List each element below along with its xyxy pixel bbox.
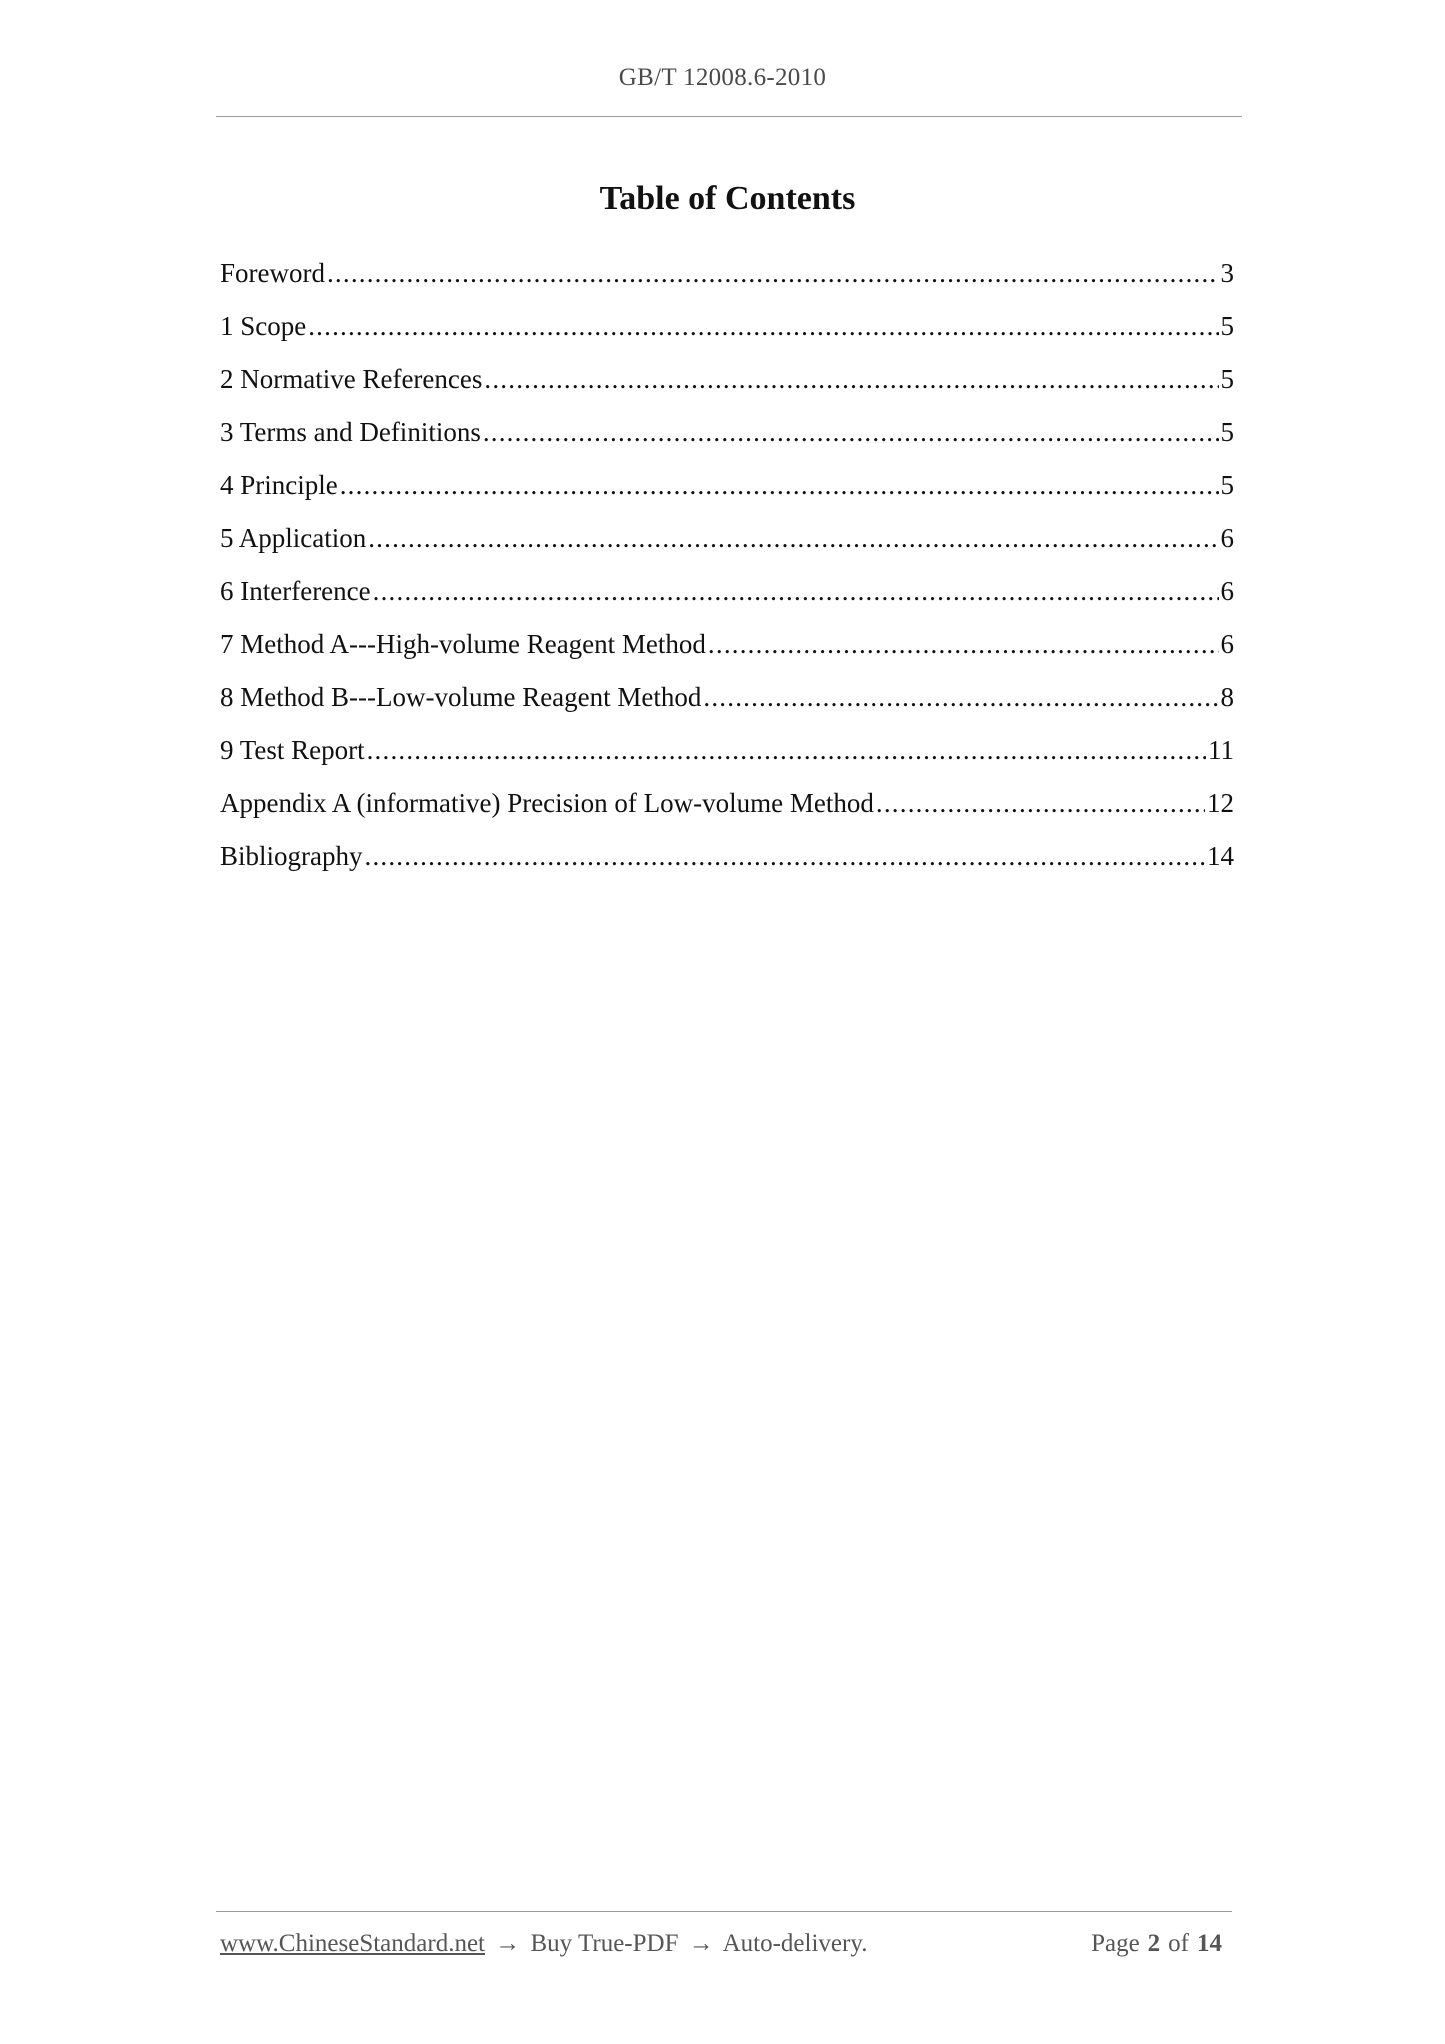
- dot-leader: [876, 777, 1205, 830]
- toc-entry-terms-and-definitions[interactable]: [220, 406, 1234, 459]
- page-number: [1091, 1930, 1230, 1958]
- page-current: 2: [1147, 1930, 1161, 1957]
- of-word: of: [1168, 1930, 1189, 1957]
- toc-entry-label: 2 Normative References: [220, 364, 483, 394]
- toc-entry-page: 3: [1220, 258, 1234, 288]
- toc-entry-page: 11: [1208, 735, 1234, 765]
- dot-leader: [367, 724, 1206, 777]
- toc-entry-application[interactable]: [220, 512, 1234, 565]
- arrow-right-icon: →: [495, 1930, 521, 1957]
- toc-entry-page: 5: [1220, 417, 1234, 447]
- toc-entry-label: Appendix A (informative) Precision of Low-volume Method: [220, 788, 874, 818]
- buy-text: Buy True-PDF: [530, 1930, 679, 1957]
- toc-entry-page: 5: [1220, 364, 1234, 394]
- toc-entry-page: 8: [1220, 682, 1234, 712]
- toc-entry-method-a[interactable]: [220, 618, 1234, 671]
- dot-leader: [373, 565, 1219, 618]
- toc-entry-page: 5: [1220, 311, 1234, 341]
- toc-title: Table of Contents: [599, 180, 856, 217]
- dot-leader: [483, 406, 1219, 459]
- toc-entry-label: 3 Terms and Definitions: [220, 417, 481, 447]
- toc-entry-page: 6: [1220, 523, 1234, 553]
- toc-entry-label: 9 Test Report: [220, 735, 365, 765]
- dot-leader: [708, 618, 1219, 671]
- dot-leader: [340, 459, 1219, 512]
- toc-entry-label: 8 Method B---Low-volume Reagent Method: [220, 682, 702, 712]
- toc-entry-method-b[interactable]: [220, 671, 1234, 724]
- page-total: 14: [1197, 1930, 1222, 1957]
- toc-entry-label: 6 Interference: [220, 576, 371, 606]
- toc-entry-label: 1 Scope: [220, 311, 307, 341]
- toc-entry-page: 14: [1207, 841, 1234, 871]
- toc-entry-page: 6: [1220, 629, 1234, 659]
- footer-promo: [220, 1930, 867, 1958]
- toc-entry-label: 4 Principle: [220, 470, 338, 500]
- dot-leader: [484, 353, 1218, 406]
- toc-entry-label: Bibliography: [220, 841, 363, 871]
- toc-list: [220, 247, 1234, 883]
- toc-entry-page: 12: [1207, 788, 1234, 818]
- toc-entry-page: 5: [1220, 470, 1234, 500]
- footer-divider: [216, 1911, 1232, 1912]
- running-header: GB/T 12008.6-2010: [618, 64, 827, 91]
- site-link[interactable]: www.ChineseStandard.net: [220, 1930, 485, 1957]
- toc-entry-appendix-a[interactable]: [220, 777, 1234, 830]
- dot-leader: [308, 300, 1218, 353]
- delivery-text: Auto-delivery.: [722, 1930, 868, 1957]
- dot-leader: [368, 512, 1218, 565]
- dot-leader: [327, 247, 1219, 300]
- toc-entry-normative-references[interactable]: [220, 353, 1234, 406]
- toc-entry-bibliography[interactable]: [220, 830, 1234, 883]
- dot-leader: [365, 830, 1206, 883]
- dot-leader: [703, 671, 1218, 724]
- header-divider: [216, 116, 1242, 117]
- page-word: Page: [1091, 1930, 1140, 1957]
- toc-entry-interference[interactable]: [220, 565, 1234, 618]
- arrow-right-icon: →: [688, 1930, 714, 1957]
- toc-entry-label: 5 Application: [220, 523, 367, 553]
- toc-entry-page: 6: [1220, 576, 1234, 606]
- toc-entry-label: 7 Method A---High-volume Reagent Method: [220, 629, 706, 659]
- toc-entry-test-report[interactable]: [220, 724, 1234, 777]
- toc-entry-foreword[interactable]: [220, 247, 1234, 300]
- toc-entry-principle[interactable]: [220, 459, 1234, 512]
- toc-entry-label: Foreword: [220, 258, 325, 288]
- toc-entry-scope[interactable]: [220, 300, 1234, 353]
